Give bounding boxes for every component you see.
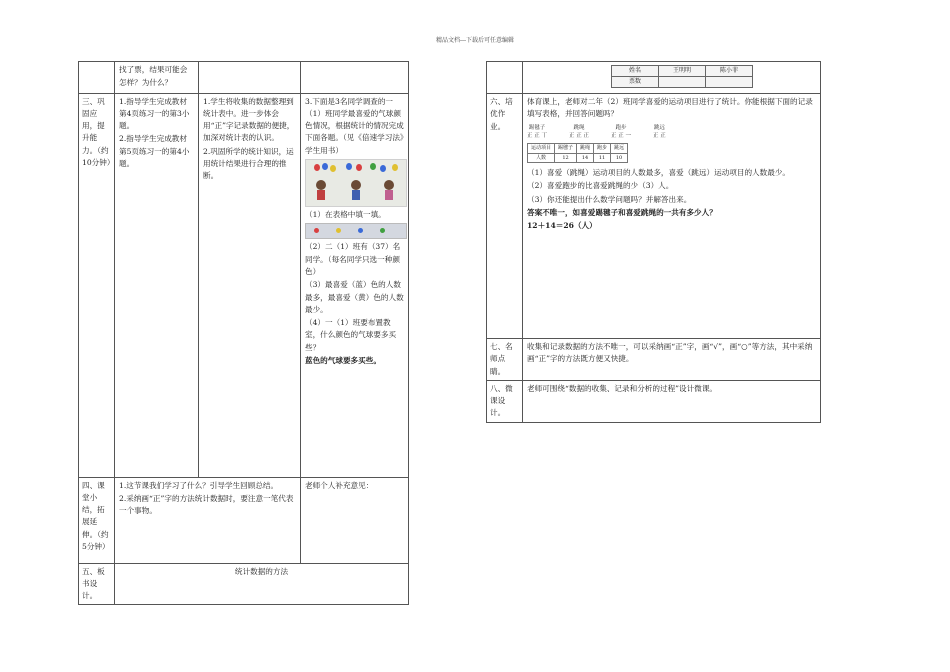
table-row — [487, 94, 821, 339]
summary-cell: 1.这节课我们学习了什么？引导学生回顾总结。 2.采纳画“正”字的方法统计数据时，要注意一笔代表一个事物。 — [115, 477, 301, 563]
sports-count-table: 运动项目 踢毽子 跳绳 跑步 跳远 人数 12 14 11 10 — [527, 143, 628, 163]
student-activity: 1.学生将收集的数据整理到统计表中。进一步体会用“正”字记录数据的便捷，加深对统计表的认识。 2.巩固所学的统计知识，运用统计结果进行合理的推断。 — [199, 93, 301, 477]
table-row — [79, 563, 409, 605]
table-row — [487, 380, 821, 422]
table-row — [79, 62, 409, 94]
board-design-cell: 统计数据的方法 — [115, 563, 409, 605]
section-label: 五、板书设计。 — [79, 563, 115, 605]
table-row — [487, 339, 821, 381]
page-header: 精品文档---下载后可任意编辑 — [435, 37, 515, 44]
calc-text: 12＋14＝26（人） — [527, 221, 597, 231]
carryover-cell: 找了票，结果可能会 怎样？为什么？ — [115, 62, 199, 94]
left-lesson-table — [78, 61, 409, 605]
vote-name-table: 姓名 王明明 陈小菲 票数 — [611, 65, 753, 88]
answer-text: 答案不唯一，如喜爱踢毽子和喜爱跳绳的一共有多少人？ — [527, 207, 717, 217]
answer-text: 蓝色的气球要多买些。 — [305, 356, 381, 366]
key-point-cell: 收集和记录数据的方法不唯一，可以采纳画“正”字，画“√”，画“○”等方法，其中采纳画“正”字的方法既方便又快捷。 — [523, 339, 821, 381]
homework-cell: 体育课上，老师对二年（2）班同学喜爱的运动项目进行了统计。你能根据下面的记录填写表格，并回答问题吗？ 踢毽子 正 正 丅 跳绳 正 正 正 跑步 正 正 一 跳远 正 正 运动项目 踢毽子 跳绳 跑步 跳远 人数 12 14 11 10 （1）喜爱（跳绳）运动项目的人数最多，喜爱（跳远）运动项目的人数最少。 （2）喜爱跑步的比喜爱跳绳的少（3）人。 （3）你还能提出什么数学问题吗？并解答出来。 答案不唯一，如喜爱踢毽子和喜爱跳绳的一共有多少人？ 12＋14＝26（人） — [523, 94, 821, 339]
table-row — [79, 93, 409, 477]
color-tally-strip — [305, 223, 407, 239]
section-label: 六、培优作业。 — [487, 94, 523, 339]
balloon-survey-photo — [305, 159, 407, 207]
tally-record: 踢毽子 正 正 丅 跳绳 正 正 正 跑步 正 正 一 跳远 正 正 — [527, 124, 666, 139]
section-label: 三、巩固应用，提升能力。（约10分钟） — [79, 93, 115, 477]
table-row — [79, 477, 409, 563]
section-label: 八、微课设计。 — [487, 380, 523, 422]
section-label: 四、课堂小结，拓展延伸。（约5分钟） — [79, 477, 115, 563]
teacher-activity: 1.指导学生完成教材第4页练习一的第3小题。 2.指导学生完成教材第5页练习一的第4小题。 — [115, 93, 199, 477]
right-lesson-table — [486, 61, 821, 423]
micro-lesson-cell: 老师可围绕“数据的收集、记录和分析的过程”设计微课。 — [523, 380, 821, 422]
section-label: 七、名师点睛。 — [487, 339, 523, 381]
exercise-cell: 3.下面是3名同学调查的一（1）班同学最喜爱的气球颜色情况，根据统计的情况完成下面各题。（见《倍速学习法》学生用书） （1）在表格中填一填。 （2）二（1）班有（37）名同学。（每名同学只选一种颜色） （3）最喜爱（蓝）色的人数最多，最喜爱（黄）色的人数最少。 （4）一（1）班要布置教室，什么颜色的气球要多买些？ 蓝色的气球要多买些。 — [301, 93, 409, 477]
teacher-note-cell: 老师个人补充意见： — [301, 477, 409, 563]
